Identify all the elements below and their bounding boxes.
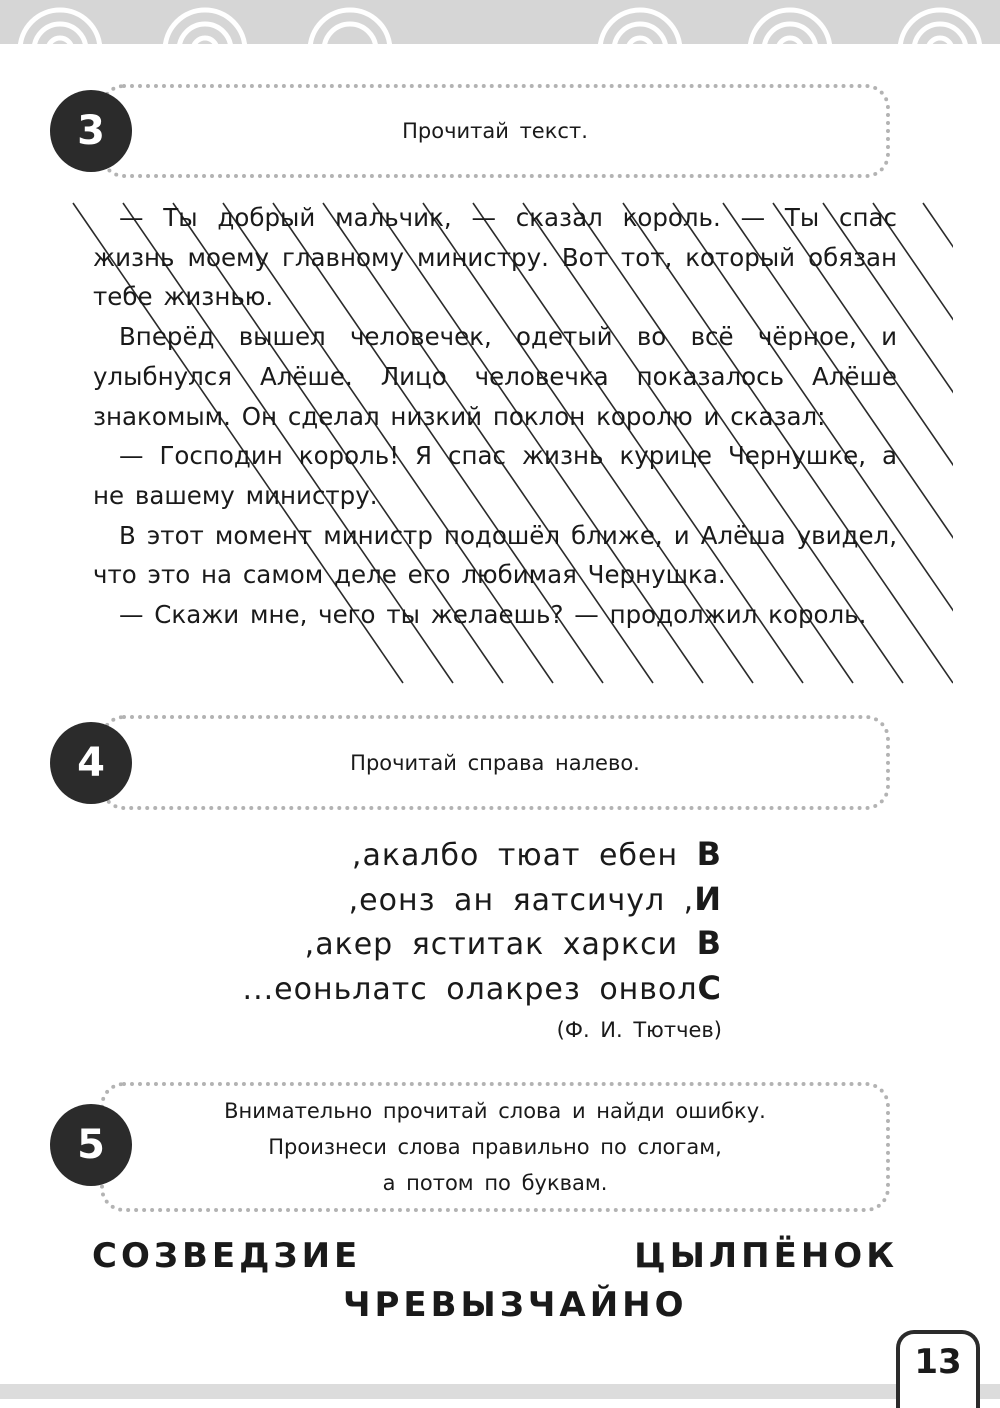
story-block <box>93 198 897 690</box>
story-paragraph: В этот момент министр подошёл ближе, и Алёша увидел, что это на самом деле его любимая Чернушка. <box>93 520 897 590</box>
poem-line-capital: В <box>696 835 722 873</box>
poem-line <box>243 878 722 923</box>
task-3-number-badge: 3 <box>50 90 132 172</box>
poem-line <box>243 967 722 1012</box>
poem-line-text: ,акер яститак харкси <box>304 927 697 962</box>
story-paragraph: — Ты добрый мальчик, — сказал король. — Ты спас жизнь моему главному министру. Вот тот, который обязан тебе жизнью. <box>93 203 897 312</box>
story-paragraph: Вперёд вышел человечек, одетый во всё чёрное, и улыбнулся Алёше. Лицо человечка показалось Алёше знакомым. Он сделал низкий поклон королю и сказал: <box>93 322 897 431</box>
misspelled-word: ЧРЕВЫЗЧАЙНО <box>343 1285 688 1325</box>
poem-author: (Ф. И. Тютчев) <box>556 1018 722 1042</box>
top-decor-band <box>0 0 1000 44</box>
poem-line-capital: В <box>696 924 722 962</box>
task-5-instruction-box <box>100 1082 890 1212</box>
task-5-instruction-line: а потом по буквам. <box>382 1171 608 1195</box>
poem-line-text: ,еонз ан яатсичул , <box>348 882 695 918</box>
task-5-instruction-line: Внимательно прочитай слова и найди ошибку. <box>224 1099 766 1123</box>
bottom-decor-band <box>0 1384 1000 1399</box>
story-paragraph: — Господин король! Я спас жизнь курице Чернушке, а не вашему министру. <box>93 441 897 510</box>
poem-line-text: ,акалбо тюат ебен <box>351 838 697 873</box>
mirror-poem <box>243 833 722 1045</box>
spiral-pattern-icon <box>0 0 1000 44</box>
poem-line-capital: И <box>694 879 722 918</box>
task-3-instruction-box <box>100 84 890 178</box>
misspelled-word: ЦЫЛПЁНОК <box>634 1236 898 1276</box>
task-3-instruction: Прочитай текст. <box>402 119 588 143</box>
misspelled-word: СОЗВЕДЗИЕ <box>92 1236 362 1276</box>
page-number: 13 <box>896 1330 980 1408</box>
poem-line-text: ...еоньлатс олакрез онвол <box>242 971 698 1007</box>
poem-line-capital: С <box>697 968 722 1007</box>
task-5-instruction-line: Произнеси слова правильно по слогам, <box>268 1135 722 1159</box>
task-5-number-badge: 5 <box>50 1104 132 1186</box>
task-4-number-badge: 4 <box>50 722 132 804</box>
poem-line <box>243 833 722 878</box>
task-4-instruction: Прочитай справа налево. <box>350 750 640 775</box>
task-4-instruction-box <box>100 715 890 810</box>
poem-line <box>243 922 722 967</box>
story-paragraph: — Скажи мне, чего ты желаешь? — продолжил король. <box>119 600 867 630</box>
story-text <box>93 198 897 635</box>
